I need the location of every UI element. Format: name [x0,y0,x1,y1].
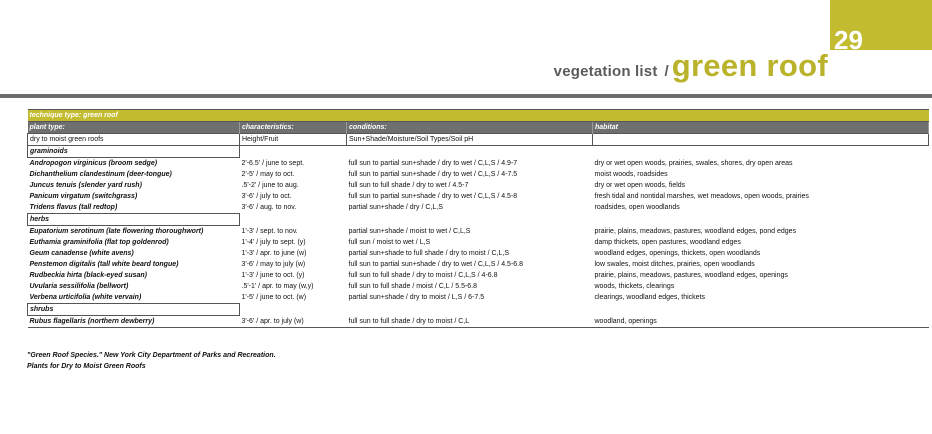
header-separator: / [664,63,669,80]
characteristics-cell: .5'-2' / june to aug. [241,182,299,189]
page-header [0,48,828,84]
table-row [28,158,929,170]
table-row [28,237,929,248]
habitat-cell: prairie, plains, meadows, pastures, woodland edges, openings [594,272,788,279]
plant-name: Euthamia graminifolia (flat top goldenrod) [29,239,169,246]
habitat-cell: dry or wet open woods, fields [594,182,686,189]
characteristics-cell: 1'-5' / june to oct. (w) [241,294,307,302]
subheader-height-fruit: Height/Fruit [240,134,347,146]
column-header-conditions: conditions: [347,122,593,134]
table-row [28,169,929,180]
table-row [28,270,929,281]
plant-name: Rubus flagellaris (northern dewberry) [28,316,240,328]
table-row [28,248,929,259]
characteristics-cell: 1'-4' / july to sept. (y) [241,239,306,246]
column-header-row [28,122,929,134]
plant-name: Tridens flavus (tall redtop) [29,204,118,211]
plant-name: Andropogon virginicus (broom sedge) [29,160,158,167]
conditions-cell: full sun to full shade / dry to wet / 4.5-7 [348,182,469,189]
conditions-cell: full sun to partial sun+shade / dry to wet / C,L,S / 4.5-6.8 [348,261,524,268]
plant-name: Panicum virgatum (switchgrass) [29,193,138,200]
group-row-filler [240,146,929,158]
caption-note: Plants for Dry to Moist Green Roofs [27,363,146,370]
column-header-characteristics: characteristics: [240,122,347,134]
group-row-filler [240,304,929,316]
habitat-cell: damp thickets, open pastures, woodland edges [594,239,741,246]
conditions-cell: full sun / moist to wet / L,S [348,239,431,246]
characteristics-cell: 2'-6.5' / june to sept. [241,159,305,167]
habitat-cell: low swales, moist ditches, prairies, open woodlands [594,261,755,268]
characteristics-cell: 1'-3' / apr. to june (w) [241,250,307,257]
vegetation-table [27,109,929,328]
characteristics-cell: 3'-6' / may to july (w) [241,261,306,268]
subheader-roof-type: dry to moist green roofs [28,134,240,146]
characteristics-cell: 3'-6' / july to oct. [241,193,292,200]
header-rule [0,94,932,98]
column-header-plant-type: plant type: [28,122,240,134]
characteristics-cell: 1'-3' / june to oct. (y) [241,272,305,279]
table-row [28,292,929,304]
characteristics-cell: .5'-1' / apr. to may (w,y) [241,283,314,290]
table-row [28,281,929,292]
subheader-habitat [593,134,929,146]
characteristics-cell: 3'-6' / apr. to july (w) [240,316,347,328]
habitat-cell: dry or wet open woods, prairies, swales, shores, dry open areas [594,159,793,167]
plant-name: Eupatorium serotinum (late flowering thoroughwort) [29,228,204,235]
group-row-0 [28,146,929,158]
conditions-cell: partial sun+shade / dry / C,L,S [348,204,443,212]
plant-name: Juncus tenuis (slender yard rush) [29,182,142,189]
habitat-cell: moist woods, roadsides [594,171,668,178]
table-row [28,180,929,191]
conditions-cell: full sun to full shade / moist / C,L / 5.5-6.8 [348,283,478,290]
habitat-cell: woodland edges, openings, thickets, open woodlands [594,250,761,257]
habitat-cell: prairie, plains, meadows, pastures, woodland edges, pond edges [594,227,797,235]
source-note: "Green Roof Species." New York City Department of Parks and Recreation. [27,352,276,359]
habitat-cell: clearings, woodland edges, thickets [594,294,706,302]
group-label: shrubs [28,304,240,316]
plant-name: Geum canadense (white avens) [29,250,134,257]
subheader-row [28,134,929,146]
plant-name: Penstemon digitalis (tall white beard tongue) [29,261,179,268]
plant-name: Verbena urticifolia (white vervain) [29,294,142,301]
plant-name: Rudbeckia hirta (black-eyed susan) [29,272,147,279]
characteristics-cell: 3'-6' / aug. to nov. [241,204,297,212]
conditions-cell: partial sun+shade to full shade / dry to moist / C,L,S [348,250,510,257]
conditions-cell: full sun to partial sun+shade / dry to wet / C,L,S / 4.9-7 [348,159,518,167]
conditions-cell: full sun to partial sun+shade / dry to wet / C,L,S / 4.5-8 [348,193,518,200]
conditions-cell: partial sun+shade / moist to wet / C,L,S [348,227,471,235]
conditions-cell: full sun to partial sun+shade / dry to wet / C,L,S / 4-7.5 [348,171,518,178]
plant-name: Uvularia sessilifolia (bellwort) [29,283,129,290]
technique-type-row [28,110,929,122]
habitat-cell: woods, thickets, clearings [594,283,675,290]
conditions-cell: partial sun+shade / dry to moist / L,S / 6-7.5 [348,294,485,302]
habitat-cell: fresh tidal and nontidal marshes, wet meadows, open woods, prairies [594,193,809,200]
group-row-filler [240,214,929,226]
table-row [28,202,929,214]
header-subtitle: vegetation list [553,63,658,80]
habitat-cell: roadsides, open woodlands [594,204,680,212]
group-row-1 [28,214,929,226]
group-label: graminoids [28,146,240,158]
technique-type-label: technique type: green roof [28,110,929,122]
characteristics-cell: 1'-3' / sept. to nov. [241,227,298,235]
conditions-cell: full sun to full shade / dry to moist / C,L,S / 4-6.8 [348,272,498,279]
habitat-cell: woodland, openings [593,316,929,328]
table-row [28,226,929,238]
header-title: green roof [671,48,828,83]
table-row [28,191,929,202]
column-header-habitat: habitat [593,122,929,134]
table-row [28,259,929,270]
subheader-conditions: Sun+Shade/Moisture/Soil Types/Soil pH [347,134,593,146]
group-row-2 [28,304,929,316]
characteristics-cell: 2'-5' / may to oct. [241,171,295,178]
conditions-cell: full sun to full shade / dry to moist / C,L [347,316,593,328]
plant-name: Dichanthelium clandestinum (deer-tongue) [29,171,172,178]
group-label: herbs [28,214,240,226]
table-row [28,316,929,328]
page-number: 29 [834,25,863,55]
